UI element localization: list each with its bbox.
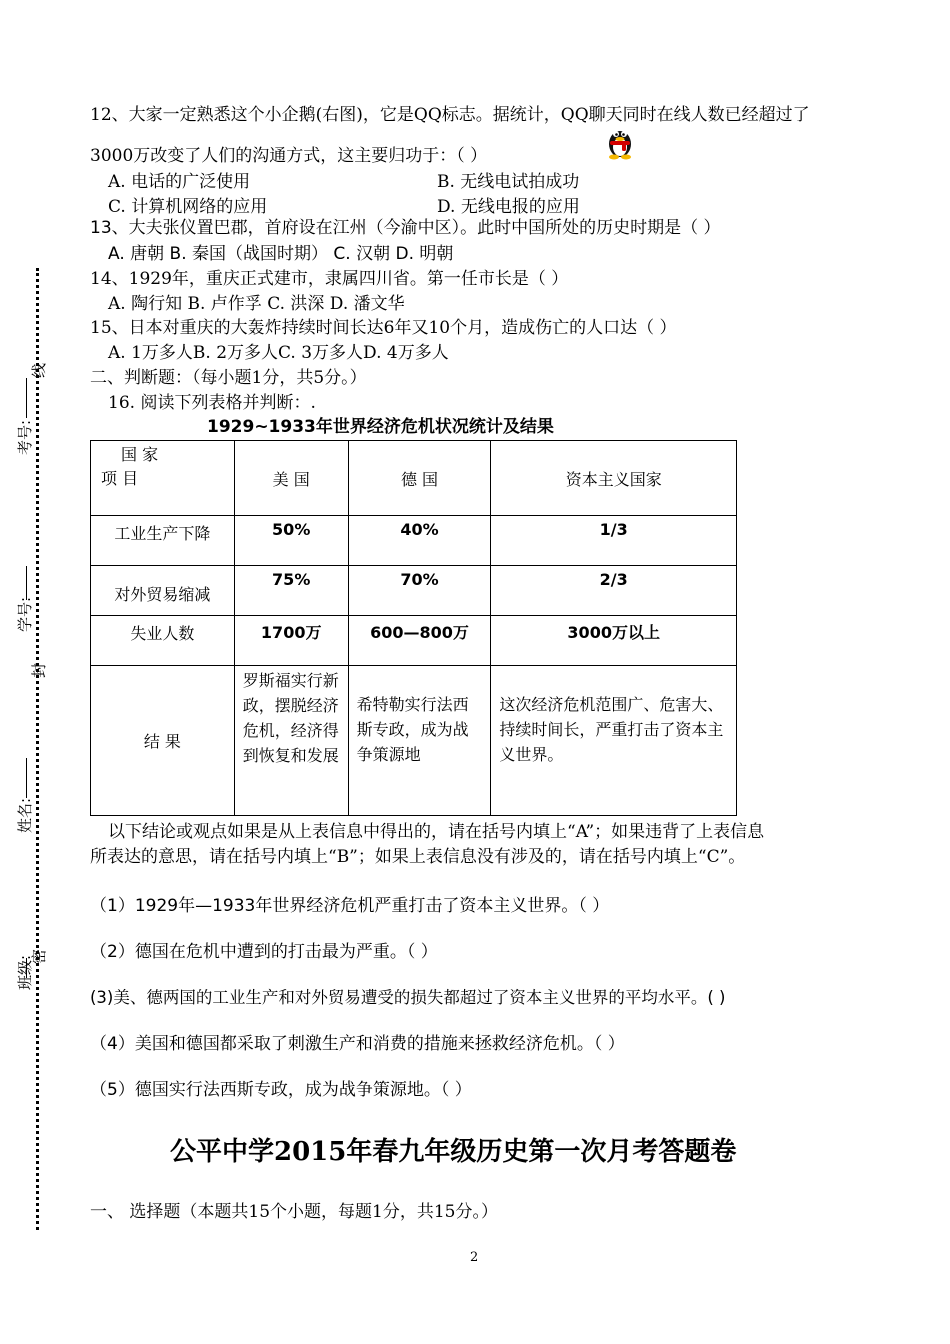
table-corner-cell: [91, 441, 235, 516]
header-capitalist: 资本主义国家: [491, 441, 737, 516]
seal-feng-char: 封: [30, 662, 49, 679]
judgment-item-2: （2）德国在危机中遭到的打击最为严重。（ ）: [90, 942, 438, 962]
q12-stem-line1: 12、大家一定熟悉这个小企鹅(右图)，它是QQ标志。据统计，QQ聊天同时在线人数已经超过了: [90, 105, 810, 125]
q12-option-d: D. 无线电报的应用: [437, 197, 580, 217]
corner-country-label: 国 家: [121, 445, 159, 464]
table-row: [91, 516, 737, 566]
row-label: 工业生产下降: [91, 516, 235, 566]
q12-option-b: B. 无线电试拍成功: [437, 172, 580, 192]
q15-options: A. 1万多人B. 2万多人C. 3万多人D. 4万多人: [108, 343, 449, 363]
table-cell: 2/3: [491, 566, 737, 616]
q14-options: A. 陶行知 B. 卢作孚 C. 洪深 D. 潘文华: [108, 294, 405, 314]
header-germany: 德 国: [348, 441, 491, 516]
class-blank: [26, 958, 27, 978]
table-cell: 600—800万: [348, 616, 491, 666]
header-usa: 美 国: [234, 441, 348, 516]
table-cell: 3000万以上: [491, 616, 737, 666]
judgment-item-3: (3)美、德两国的工业生产和对外贸易遭受的损失都超过了资本主义世界的平均水平。( ): [90, 988, 726, 1007]
student-number-label: 学号:: [16, 596, 34, 632]
row-label: 对外贸易缩减: [91, 566, 235, 616]
table-cell: 70%: [348, 566, 491, 616]
page-number: 2: [470, 1250, 479, 1265]
q12-option-a: A. 电话的广泛使用: [108, 172, 251, 192]
section1-heading: 一、 选择题（本题共15个小题，每题1分，共15分。）: [90, 1202, 498, 1222]
table-row: [91, 616, 737, 666]
table-row: [91, 566, 737, 616]
qq-penguin-icon: [605, 124, 635, 160]
table-caption: 1929~1933年世界经济危机状况统计及结果: [207, 417, 554, 437]
seal-mi-char: 密: [30, 948, 49, 965]
student-number-blank: [26, 566, 27, 600]
table-cell: 1/3: [491, 516, 737, 566]
class-label: 班级:: [16, 954, 34, 990]
name-blank: [26, 758, 27, 798]
name-label: 姓名:: [16, 797, 34, 833]
q12-stem-line2: 3000万改变了人们的沟通方式，这主要归功于：（ ）: [90, 146, 488, 166]
table-cell: 50%: [234, 516, 348, 566]
q12-option-c: C. 计算机网络的应用: [108, 197, 268, 217]
row-label: 失业人数: [91, 616, 235, 666]
judgment-item-1: （1）1929年—1933年世界经济危机严重打击了资本主义世界。（ ）: [90, 896, 610, 916]
section2-heading: 二、判断题：（每小题1分，共5分。）: [90, 368, 367, 388]
q15-stem: 15、日本对重庆的大轰炸持续时间长达6年又10个月，造成伤亡的人口达（ ）: [90, 318, 677, 338]
binding-dotted-line: [36, 268, 39, 1230]
result-label: 结 果: [91, 666, 235, 816]
seal-line-char: 线: [30, 362, 49, 379]
exam-number-label: 考号:: [16, 419, 34, 455]
table-cell: 1700万: [234, 616, 348, 666]
table-cell: 75%: [234, 566, 348, 616]
result-germany: 希特勒实行法西斯专政，成为战争策源地: [348, 666, 491, 816]
instructions-line2: 所表达的意思，请在括号内填上“B”；如果上表信息没有涉及的，请在括号内填上“C”。: [90, 847, 746, 867]
judgment-item-4: （4）美国和德国都采取了刺激生产和消费的措施来拯救经济危机。（ ）: [90, 1034, 625, 1054]
table-cell: 40%: [348, 516, 491, 566]
q13-stem: 13、大夫张仪置巴郡，首府设在江州（今渝中区）。此时中国所处的历史时期是（ ）: [90, 218, 721, 238]
exam-number-blank: [26, 378, 27, 418]
result-capitalist: 这次经济危机范围广、危害大、持续时间长，严重打击了资本主义世界。: [491, 666, 737, 816]
corner-item-label: 项 目: [101, 469, 139, 488]
table-header-row: [91, 441, 737, 516]
q16-stem: 16. 阅读下列表格并判断：.: [108, 393, 316, 413]
crisis-stats-table: [90, 440, 737, 816]
table-result-row: [91, 666, 737, 816]
q14-stem: 14、1929年，重庆正式建市，隶属四川省。第一任市长是（ ）: [90, 269, 569, 289]
q13-options: A. 唐朝 B. 秦国（战国时期） C. 汉朝 D. 明朝: [108, 244, 454, 264]
judgment-item-5: （5）德国实行法西斯专政，成为战争策源地。（ ）: [90, 1080, 472, 1100]
instructions-line1: 以下结论或观点如果是从上表信息中得出的，请在括号内填上“A”；如果违背了上表信息: [108, 822, 765, 842]
answer-sheet-title: 公平中学2015年春九年级历史第一次月考答题卷: [170, 1137, 737, 1167]
result-usa: 罗斯福实行新政，摆脱经济危机，经济得到恢复和发展: [234, 666, 348, 816]
